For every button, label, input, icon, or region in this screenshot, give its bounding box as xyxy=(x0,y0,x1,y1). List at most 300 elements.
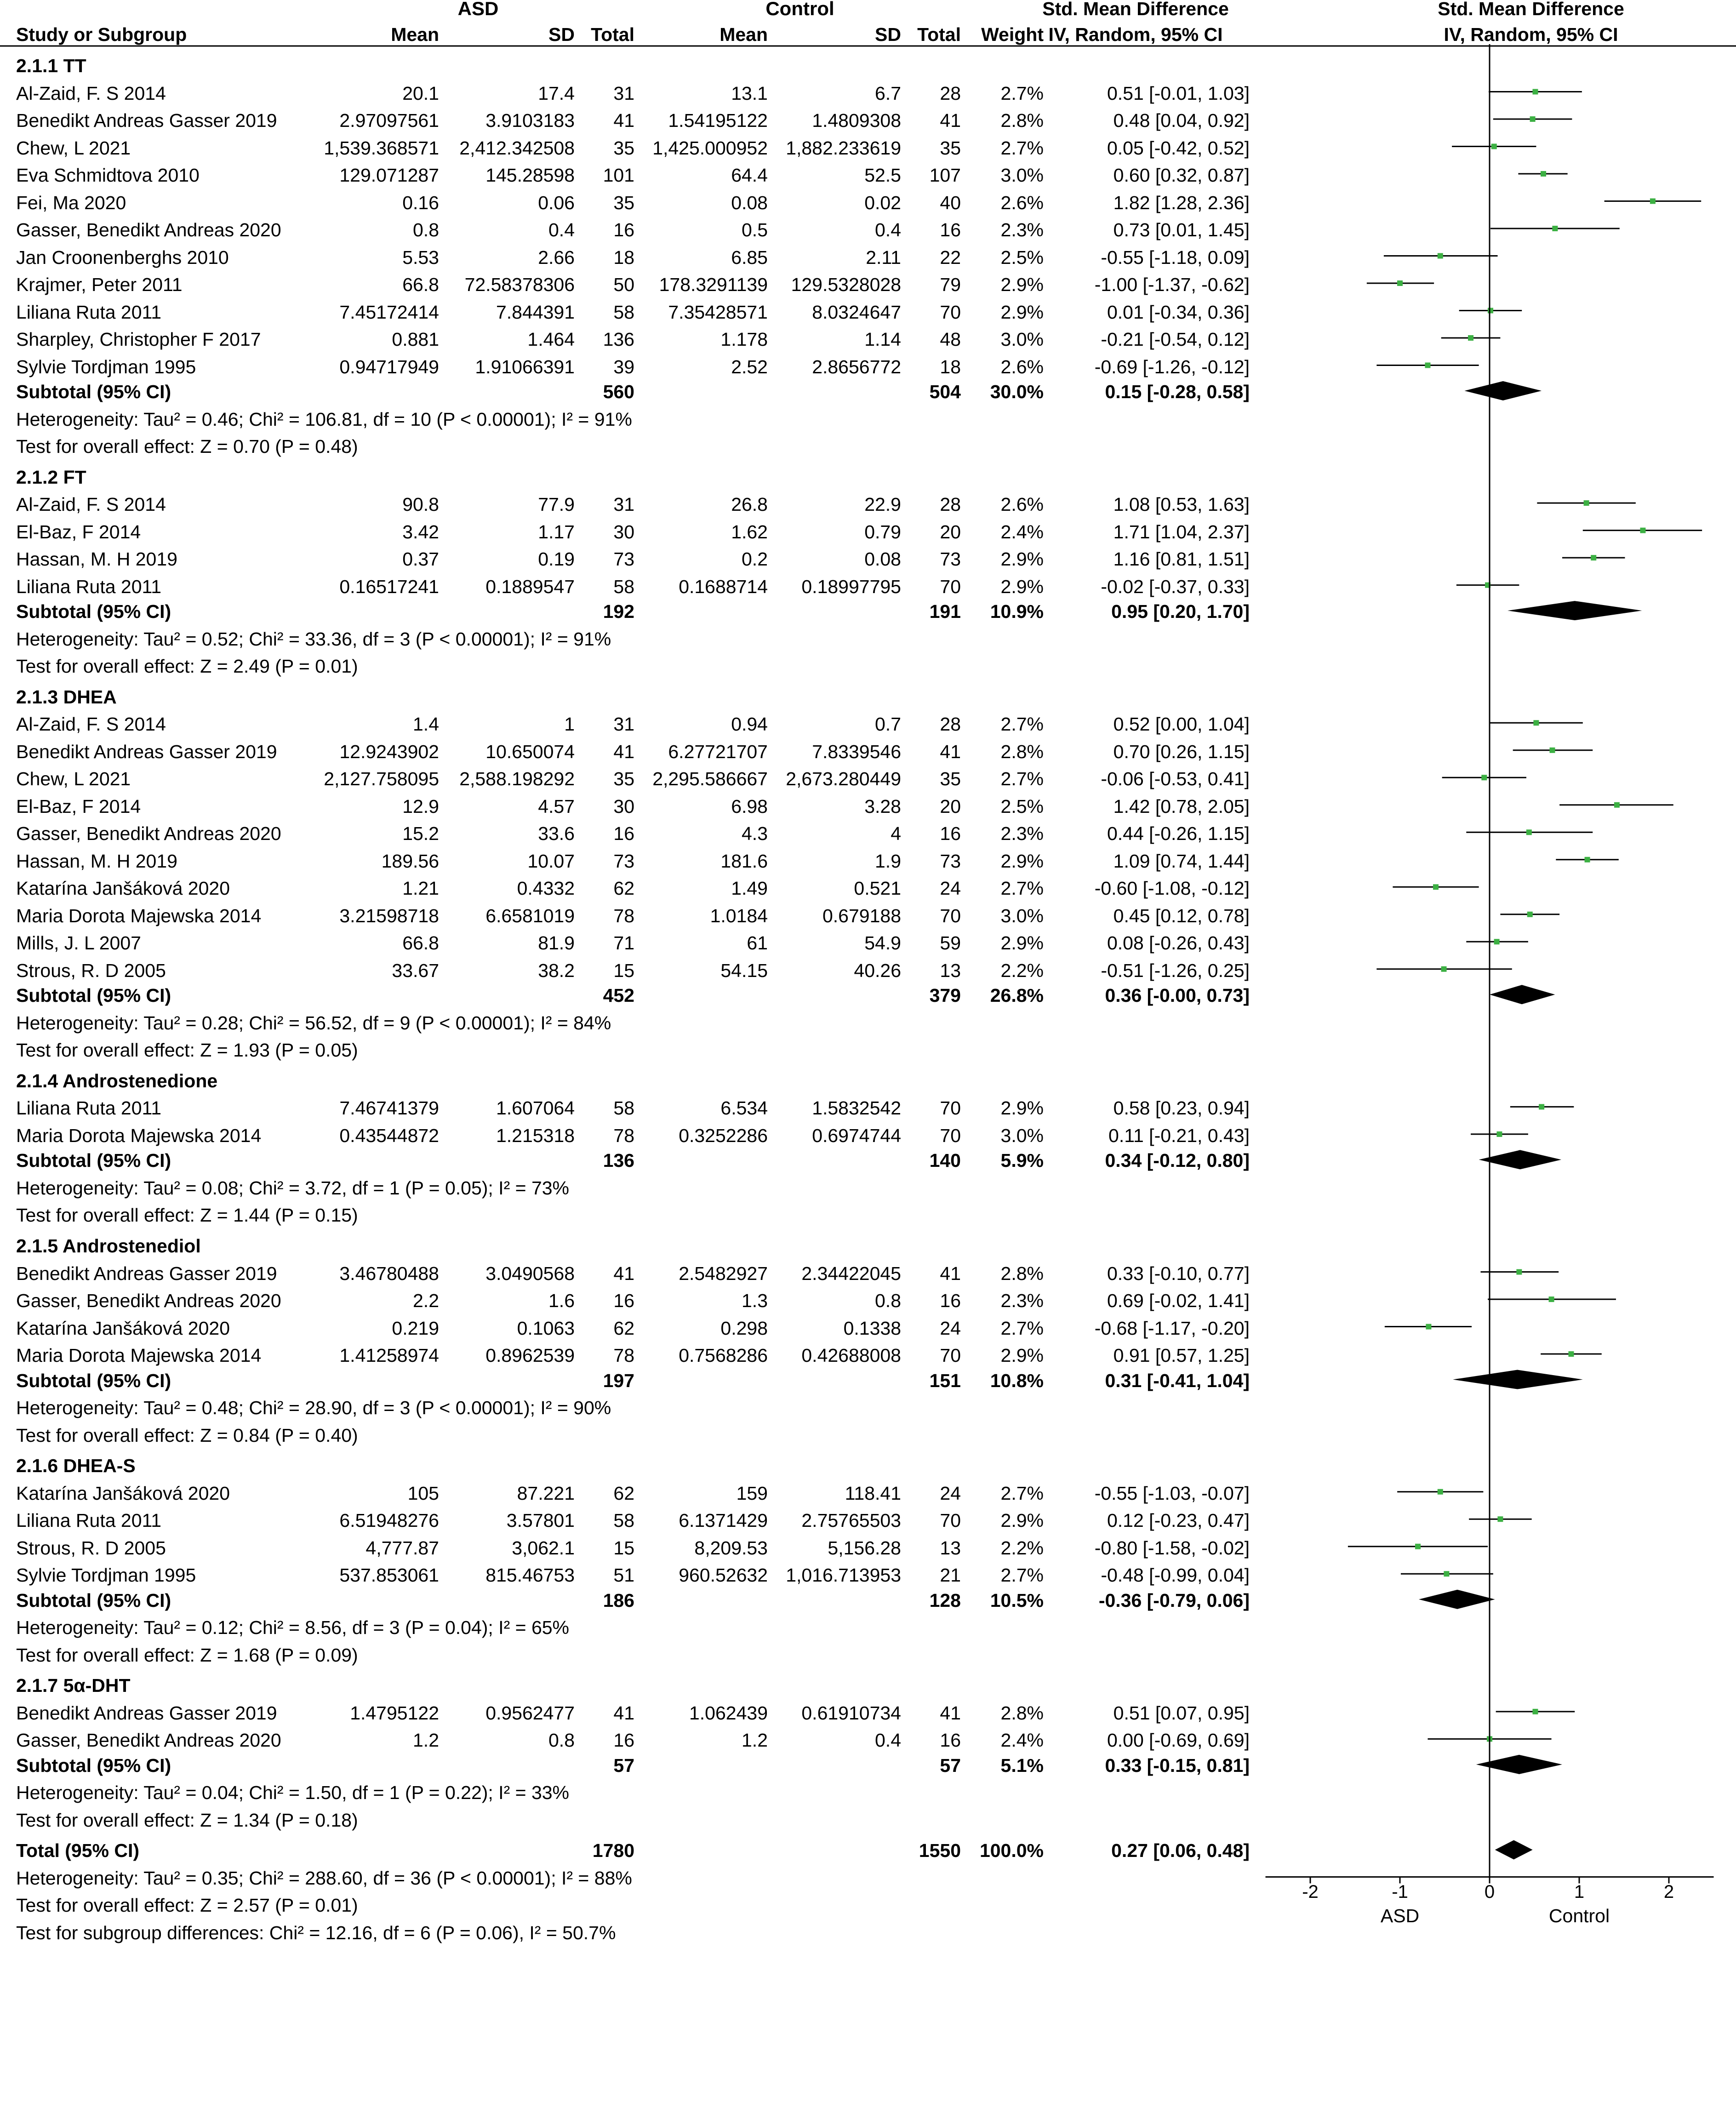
smd-ci-value: 0.33 [-0.10, 0.77] xyxy=(1107,1262,1250,1284)
asd-total-value: 41 xyxy=(613,110,634,131)
footer-text: Heterogeneity: Tau² = 0.35; Chi² = 288.60, df = 36 (P < 0.00001); I² = 88% xyxy=(16,1867,632,1889)
control-sd-value: 1.5832542 xyxy=(812,1097,901,1119)
smd-ci-value: 0.91 [0.57, 1.25] xyxy=(1113,1345,1250,1366)
effect-marker xyxy=(1481,775,1487,780)
effect-marker xyxy=(1640,528,1645,533)
control-mean-value: 8,209.53 xyxy=(694,1537,768,1559)
subtotal-diamond xyxy=(1479,1150,1561,1169)
asd-total-value: 16 xyxy=(613,1730,634,1751)
control-sd-value: 0.18997795 xyxy=(801,576,901,597)
weight-value: 2.3% xyxy=(1000,823,1044,845)
asd-total-value: 15 xyxy=(613,960,634,981)
study-name: Strous, R. D 2005 xyxy=(16,1537,166,1559)
asd-total-value: 30 xyxy=(613,795,634,817)
weight-value: 2.9% xyxy=(1000,274,1044,295)
asd-mean-value: 105 xyxy=(407,1482,439,1504)
subtotal-asd-total: 136 xyxy=(603,1150,634,1171)
control-mean-value: 1.54195122 xyxy=(668,110,768,131)
control-sd-value: 7.8339546 xyxy=(812,741,901,762)
weight-value: 2.4% xyxy=(1000,1730,1044,1751)
asd-sd-value: 0.06 xyxy=(538,192,575,213)
study-name: Maria Dorota Majewska 2014 xyxy=(16,1125,262,1146)
smd-ci-value: -0.68 [-1.17, -0.20] xyxy=(1094,1317,1250,1339)
weight-value: 2.8% xyxy=(1000,1702,1044,1724)
weight-value: 2.9% xyxy=(1000,1345,1044,1366)
asd-sd-value: 1.215318 xyxy=(496,1125,575,1146)
effect-marker xyxy=(1438,253,1443,259)
study-name: Gasser, Benedikt Andreas 2020 xyxy=(16,823,281,845)
control-sd-value: 2,673.280449 xyxy=(786,768,901,790)
asd-sd-value: 815.46753 xyxy=(485,1565,575,1586)
weight-value: 2.4% xyxy=(1000,521,1044,543)
subtotal-label: Subtotal (95% CI) xyxy=(16,1370,171,1391)
control-mean-value: 54.15 xyxy=(720,960,768,981)
asd-mean-value: 0.219 xyxy=(392,1317,439,1339)
control-sd-value: 0.679188 xyxy=(822,905,901,926)
asd-total-header: Total xyxy=(591,24,634,45)
control-mean-value: 1.2 xyxy=(742,1730,768,1751)
asd-total-value: 41 xyxy=(613,741,634,762)
heterogeneity-text: Heterogeneity: Tau² = 0.52; Chi² = 33.36, df = 3 (P < 0.00001); I² = 91% xyxy=(16,628,611,650)
weight-value: 2.7% xyxy=(1000,878,1044,899)
control-total-value: 21 xyxy=(940,1565,961,1586)
effect-marker xyxy=(1425,363,1430,368)
smd-ci-value: -0.21 [-0.54, 0.12] xyxy=(1101,329,1250,350)
smd-ci-value: 1.71 [1.04, 2.37] xyxy=(1113,521,1250,543)
weight-value: 2.7% xyxy=(1000,1482,1044,1504)
smd-plot-title: Std. Mean Difference xyxy=(1438,0,1624,19)
weight-value: 2.9% xyxy=(1000,548,1044,570)
asd-sd-value: 77.9 xyxy=(538,494,575,515)
control-sd-value: 118.41 xyxy=(845,1482,901,1504)
smd-ci-value: -0.48 [-0.99, 0.04] xyxy=(1101,1565,1250,1586)
asd-sd-value: 1.464 xyxy=(527,329,575,350)
weight-value: 2.6% xyxy=(1000,494,1044,515)
control-mean-value: 26.8 xyxy=(731,494,768,515)
weight-value: 2.7% xyxy=(1000,1565,1044,1586)
control-total-value: 70 xyxy=(940,301,961,323)
control-sd-value: 0.1338 xyxy=(843,1317,901,1339)
control-mean-value: 0.5 xyxy=(742,219,768,240)
control-sd-value: 1,882.233619 xyxy=(786,137,901,159)
subtotal-diamond xyxy=(1490,985,1555,1004)
asd-mean-value: 6.51948276 xyxy=(339,1510,439,1531)
asd-total-value: 18 xyxy=(613,246,634,268)
asd-sd-value: 0.4 xyxy=(548,219,575,240)
control-sd-value: 52.5 xyxy=(864,165,901,186)
asd-sd-value: 1.91066391 xyxy=(475,356,575,377)
subtotal-label: Subtotal (95% CI) xyxy=(16,1150,171,1171)
overall-effect-text: Test for overall effect: Z = 1.44 (P = 0.15) xyxy=(16,1205,358,1226)
control-mean-value: 1.3 xyxy=(742,1290,768,1312)
asd-sd-value: 7.844391 xyxy=(496,301,575,323)
asd-mean-value: 5.53 xyxy=(402,246,439,268)
heterogeneity-text: Heterogeneity: Tau² = 0.04; Chi² = 1.50, df = 1 (P = 0.22); I² = 33% xyxy=(16,1782,570,1804)
subtotal-smd-ci: 0.34 [-0.12, 0.80] xyxy=(1105,1150,1250,1171)
control-total-value: 70 xyxy=(940,1510,961,1531)
control-sd-value: 0.521 xyxy=(854,878,901,899)
subtotal-diamond xyxy=(1464,381,1542,400)
control-mean-value: 159 xyxy=(736,1482,768,1504)
asd-mean-value: 3.46780488 xyxy=(339,1262,439,1284)
asd-mean-value: 1.4 xyxy=(413,714,439,735)
effect-marker xyxy=(1568,1351,1574,1357)
weight-value: 3.0% xyxy=(1000,1125,1044,1146)
effect-marker xyxy=(1591,555,1596,560)
asd-total-value: 35 xyxy=(613,192,634,213)
weight-value: 2.5% xyxy=(1000,795,1044,817)
control-total-value: 24 xyxy=(940,1482,961,1504)
study-name: Liliana Ruta 2011 xyxy=(16,1510,162,1531)
weight-value: 2.7% xyxy=(1000,82,1044,104)
asd-sd-value: 6.6581019 xyxy=(485,905,575,926)
control-total-value: 70 xyxy=(940,1345,961,1366)
asd-mean-value: 2,127.758095 xyxy=(324,768,439,790)
heterogeneity-text: Heterogeneity: Tau² = 0.46; Chi² = 106.81, df = 10 (P < 0.00001); I² = 91% xyxy=(16,408,632,430)
study-name: Maria Dorota Majewska 2014 xyxy=(16,905,262,926)
smd-ci-value: 1.08 [0.53, 1.63] xyxy=(1113,494,1250,515)
asd-sd-value: 33.6 xyxy=(538,823,575,845)
weight-header: Weight xyxy=(981,24,1044,45)
total-smd-ci: 0.27 [0.06, 0.48] xyxy=(1111,1840,1250,1862)
control-sd-value: 54.9 xyxy=(864,932,901,954)
control-total-value: 16 xyxy=(940,823,961,845)
smd-plot-subtitle: IV, Random, 95% CI xyxy=(1444,24,1618,45)
control-total-value: 70 xyxy=(940,1125,961,1146)
overall-effect-text: Test for overall effect: Z = 1.93 (P = 0.05) xyxy=(16,1040,358,1061)
subtotal-control-total: 191 xyxy=(929,601,961,623)
asd-mean-header: Mean xyxy=(391,24,439,45)
subtotal-smd-ci: 0.33 [-0.15, 0.81] xyxy=(1105,1754,1250,1776)
control-mean-value: 181.6 xyxy=(720,850,768,872)
heterogeneity-text: Heterogeneity: Tau² = 0.08; Chi² = 3.72, df = 1 (P = 0.05); I² = 73% xyxy=(16,1177,570,1199)
smd-ci-value: 1.42 [0.78, 2.05] xyxy=(1113,795,1250,817)
effect-marker xyxy=(1533,720,1539,725)
asd-total-value: 73 xyxy=(613,548,634,570)
study-name: Benedikt Andreas Gasser 2019 xyxy=(16,1262,277,1284)
asd-mean-value: 0.881 xyxy=(392,329,439,350)
total-control-total: 1550 xyxy=(919,1840,961,1862)
asd-sd-value: 81.9 xyxy=(538,932,575,954)
asd-mean-value: 0.8 xyxy=(413,219,439,240)
study-name: Krajmer, Peter 2011 xyxy=(16,274,183,295)
asd-total-value: 35 xyxy=(613,768,634,790)
smd-ci-value: 0.00 [-0.69, 0.69] xyxy=(1107,1730,1250,1751)
control-sd-value: 1,016.713953 xyxy=(786,1565,901,1586)
asd-mean-value: 2.97097561 xyxy=(339,110,439,131)
asd-sd-value: 3.9103183 xyxy=(485,110,575,131)
asd-mean-value: 189.56 xyxy=(381,850,439,872)
smd-ci-value: -0.69 [-1.26, -0.12] xyxy=(1094,356,1250,377)
smd-ci-value: 0.58 [0.23, 0.94] xyxy=(1113,1097,1250,1119)
control-sd-header: SD xyxy=(875,24,901,45)
subtotal-weight: 10.5% xyxy=(990,1589,1044,1611)
effect-marker xyxy=(1488,308,1493,314)
asd-mean-value: 1.4795122 xyxy=(350,1702,439,1724)
control-total-value: 22 xyxy=(940,246,961,268)
subgroup-title: 2.1.1 TT xyxy=(16,55,86,76)
study-name: Sylvie Tordjman 1995 xyxy=(16,1565,196,1586)
weight-value: 2.9% xyxy=(1000,850,1044,872)
control-total-value: 28 xyxy=(940,714,961,735)
x-tick-label: -2 xyxy=(1302,1882,1319,1902)
effect-marker xyxy=(1539,1104,1544,1109)
asd-sd-value: 1.607064 xyxy=(496,1097,575,1119)
asd-mean-value: 15.2 xyxy=(402,823,439,845)
smd-ci-value: -0.55 [-1.03, -0.07] xyxy=(1094,1482,1250,1504)
control-sd-value: 2.11 xyxy=(866,246,901,268)
control-total-value: 24 xyxy=(940,878,961,899)
asd-sd-value: 38.2 xyxy=(538,960,575,981)
asd-mean-value: 0.16 xyxy=(402,192,439,213)
control-mean-value: 13.1 xyxy=(731,82,768,104)
weight-value: 2.7% xyxy=(1000,768,1044,790)
control-total-value: 13 xyxy=(940,1537,961,1559)
weight-value: 2.6% xyxy=(1000,192,1044,213)
asd-sd-value: 2.66 xyxy=(538,246,575,268)
effect-marker xyxy=(1549,1297,1554,1302)
subgroup-title: 2.1.2 FT xyxy=(16,466,86,488)
overall-effect-text: Test for overall effect: Z = 1.68 (P = 0.09) xyxy=(16,1644,358,1666)
asd-total-value: 58 xyxy=(613,1097,634,1119)
asd-total-value: 62 xyxy=(613,878,634,899)
weight-value: 2.7% xyxy=(1000,137,1044,159)
asd-sd-value: 10.07 xyxy=(527,850,575,872)
asd-total-value: 51 xyxy=(613,1565,634,1586)
asd-sd-value: 0.19 xyxy=(538,548,575,570)
subtotal-label: Subtotal (95% CI) xyxy=(16,1754,171,1776)
subgroup-title: 2.1.7 5α-DHT xyxy=(16,1675,131,1696)
heterogeneity-text: Heterogeneity: Tau² = 0.12; Chi² = 8.56, df = 3 (P = 0.04); I² = 65% xyxy=(16,1617,570,1639)
asd-mean-value: 0.16517241 xyxy=(339,576,439,597)
control-mean-value: 61 xyxy=(747,932,768,954)
control-total-value: 70 xyxy=(940,905,961,926)
subtotal-control-total: 128 xyxy=(929,1589,961,1611)
study-name: Benedikt Andreas Gasser 2019 xyxy=(16,110,277,131)
asd-total-value: 58 xyxy=(613,576,634,597)
weight-value: 2.9% xyxy=(1000,1097,1044,1119)
asd-sd-value: 0.4332 xyxy=(517,878,575,899)
control-group-header: Control xyxy=(765,0,834,19)
x-tick-label: 2 xyxy=(1663,1882,1674,1902)
weight-value: 2.2% xyxy=(1000,960,1044,981)
subtotal-diamond xyxy=(1419,1590,1495,1609)
asd-mean-value: 1,539.368571 xyxy=(324,137,439,159)
control-mean-value: 1.178 xyxy=(720,329,768,350)
smd-ci-value: 0.12 [-0.23, 0.47] xyxy=(1107,1510,1250,1531)
asd-sd-value: 87.221 xyxy=(517,1482,575,1504)
control-sd-value: 1.14 xyxy=(864,329,901,350)
subtotal-label: Subtotal (95% CI) xyxy=(16,381,171,402)
study-name: Liliana Ruta 2011 xyxy=(16,301,162,323)
control-total-header: Total xyxy=(917,24,961,45)
study-name: Sylvie Tordjman 1995 xyxy=(16,356,196,377)
asd-mean-value: 66.8 xyxy=(402,274,439,295)
asd-sd-value: 2,412.342508 xyxy=(459,137,575,159)
effect-marker xyxy=(1494,939,1500,944)
asd-sd-value: 1 xyxy=(564,714,575,735)
effect-marker xyxy=(1444,1571,1449,1576)
smd-ci-value: -0.06 [-0.53, 0.41] xyxy=(1101,768,1250,790)
control-total-value: 70 xyxy=(940,576,961,597)
control-mean-value: 1.0184 xyxy=(710,905,768,926)
study-name: Maria Dorota Majewska 2014 xyxy=(16,1345,262,1366)
effect-marker xyxy=(1552,226,1558,231)
control-mean-value: 6.98 xyxy=(731,795,768,817)
study-name: Katarína Janšáková 2020 xyxy=(16,1317,230,1339)
smd-ci-value: -0.02 [-0.37, 0.33] xyxy=(1101,576,1250,597)
control-total-value: 16 xyxy=(940,1290,961,1312)
control-sd-value: 40.26 xyxy=(854,960,901,981)
control-sd-value: 6.7 xyxy=(875,82,901,104)
control-mean-value: 1.62 xyxy=(731,521,768,543)
control-total-value: 35 xyxy=(940,137,961,159)
subtotal-smd-ci: -0.36 [-0.79, 0.06] xyxy=(1098,1589,1250,1611)
study-name: Chew, L 2021 xyxy=(16,768,131,790)
asd-sd-value: 4.57 xyxy=(538,795,575,817)
asd-total-value: 16 xyxy=(613,219,634,240)
subtotal-weight: 30.0% xyxy=(990,381,1044,402)
control-sd-value: 0.61910734 xyxy=(801,1702,901,1724)
smd-ci-value: 0.69 [-0.02, 1.41] xyxy=(1107,1290,1250,1312)
asd-group-header: ASD xyxy=(457,0,499,19)
control-mean-value: 2,295.586667 xyxy=(652,768,768,790)
asd-total-value: 136 xyxy=(603,329,634,350)
weight-value: 2.7% xyxy=(1000,714,1044,735)
subtotal-weight: 26.8% xyxy=(990,985,1044,1006)
asd-mean-value: 33.67 xyxy=(392,960,439,981)
control-sd-value: 0.6974744 xyxy=(812,1125,901,1146)
effect-marker xyxy=(1530,116,1536,122)
asd-total-value: 78 xyxy=(613,1125,634,1146)
control-total-value: 28 xyxy=(940,82,961,104)
footer-text: Test for subgroup differences: Chi² = 12.16, df = 6 (P = 0.06), I² = 50.7% xyxy=(16,1922,616,1943)
study-name: Al-Zaid, F. S 2014 xyxy=(16,494,166,515)
asd-total-value: 41 xyxy=(613,1702,634,1724)
control-mean-value: 0.08 xyxy=(731,192,768,213)
control-total-value: 16 xyxy=(940,219,961,240)
smd-ci-value: 0.05 [-0.42, 0.52] xyxy=(1107,137,1250,159)
asd-mean-value: 3.21598718 xyxy=(339,905,439,926)
control-total-value: 35 xyxy=(940,768,961,790)
subtotal-control-total: 379 xyxy=(929,985,961,1006)
weight-value: 2.9% xyxy=(1000,301,1044,323)
control-mean-value: 0.7568286 xyxy=(679,1345,768,1366)
asd-mean-value: 1.41258974 xyxy=(339,1345,439,1366)
total-label: Total (95% CI) xyxy=(16,1840,140,1862)
asd-total-value: 16 xyxy=(613,823,634,845)
effect-marker xyxy=(1541,171,1546,177)
weight-value: 2.9% xyxy=(1000,1510,1044,1531)
total-weight: 100.0% xyxy=(979,1840,1044,1862)
total-asd-total: 1780 xyxy=(592,1840,634,1862)
asd-sd-value: 0.8962539 xyxy=(485,1345,575,1366)
effect-marker xyxy=(1441,966,1447,972)
weight-value: 2.3% xyxy=(1000,1290,1044,1312)
control-sd-value: 22.9 xyxy=(864,494,901,515)
weight-value: 2.5% xyxy=(1000,246,1044,268)
subtotal-control-total: 140 xyxy=(929,1150,961,1171)
subgroup-title: 2.1.5 Androstenediol xyxy=(16,1235,201,1257)
control-sd-value: 0.42688008 xyxy=(801,1345,901,1366)
asd-total-value: 71 xyxy=(613,932,634,954)
control-total-value: 41 xyxy=(940,1262,961,1284)
control-sd-value: 1.9 xyxy=(875,850,901,872)
smd-ci-value: 0.70 [0.26, 1.15] xyxy=(1113,741,1250,762)
asd-sd-value: 10.650074 xyxy=(485,741,575,762)
control-mean-value: 0.94 xyxy=(731,714,768,735)
footer-text: Test for overall effect: Z = 2.57 (P = 0.01) xyxy=(16,1895,358,1916)
control-mean-value: 0.298 xyxy=(720,1317,768,1339)
subtotal-label: Subtotal (95% CI) xyxy=(16,1589,171,1611)
subtotal-weight: 5.1% xyxy=(1000,1754,1044,1776)
control-mean-value: 2.52 xyxy=(731,356,768,377)
study-name: Gasser, Benedikt Andreas 2020 xyxy=(16,1730,281,1751)
subtotal-weight: 10.9% xyxy=(990,601,1044,623)
control-mean-value: 6.85 xyxy=(731,246,768,268)
control-total-value: 40 xyxy=(940,192,961,213)
asd-total-value: 58 xyxy=(613,301,634,323)
asd-total-value: 41 xyxy=(613,1262,634,1284)
weight-value: 2.8% xyxy=(1000,1262,1044,1284)
effect-marker xyxy=(1438,1489,1443,1495)
asd-sd-value: 3.57801 xyxy=(506,1510,575,1531)
asd-mean-value: 2.2 xyxy=(413,1290,439,1312)
control-sd-value: 129.5328028 xyxy=(791,274,901,295)
asd-total-value: 16 xyxy=(613,1290,634,1312)
asd-sd-value: 0.1063 xyxy=(517,1317,575,1339)
study-column-header: Study or Subgroup xyxy=(16,24,187,45)
study-name: Strous, R. D 2005 xyxy=(16,960,166,981)
study-name: Benedikt Andreas Gasser 2019 xyxy=(16,1702,277,1724)
study-name: Gasser, Benedikt Andreas 2020 xyxy=(16,1290,281,1312)
x-tick-label: -1 xyxy=(1392,1882,1408,1902)
asd-mean-value: 129.071287 xyxy=(339,165,439,186)
subtotal-asd-total: 452 xyxy=(603,985,634,1006)
control-total-value: 18 xyxy=(940,356,961,377)
effect-marker xyxy=(1426,1324,1431,1330)
control-mean-value: 7.35428571 xyxy=(668,301,768,323)
study-name: Al-Zaid, F. S 2014 xyxy=(16,714,166,735)
control-total-value: 16 xyxy=(940,1730,961,1751)
smd-ci-value: 1.09 [0.74, 1.44] xyxy=(1113,850,1250,872)
subtotal-weight: 5.9% xyxy=(1000,1150,1044,1171)
control-sd-value: 0.08 xyxy=(864,548,901,570)
asd-total-value: 39 xyxy=(613,356,634,377)
asd-sd-value: 17.4 xyxy=(538,82,575,104)
effect-marker xyxy=(1496,1131,1502,1137)
control-mean-value: 0.3252286 xyxy=(679,1125,768,1146)
subtotal-asd-total: 186 xyxy=(603,1589,634,1611)
subtotal-asd-total: 560 xyxy=(603,381,634,402)
weight-value: 3.0% xyxy=(1000,165,1044,186)
smd-ci-value: 0.08 [-0.26, 0.43] xyxy=(1107,932,1250,954)
effect-marker xyxy=(1584,500,1589,506)
asd-mean-value: 12.9243902 xyxy=(339,741,439,762)
asd-total-value: 78 xyxy=(613,905,634,926)
control-mean-value: 6.27721707 xyxy=(668,741,768,762)
heterogeneity-text: Heterogeneity: Tau² = 0.48; Chi² = 28.90, df = 3 (P < 0.00001); I² = 90% xyxy=(16,1397,611,1419)
effect-marker xyxy=(1532,89,1538,95)
asd-mean-value: 3.42 xyxy=(402,521,439,543)
subtotal-smd-ci: 0.36 [-0.00, 0.73] xyxy=(1105,985,1250,1006)
control-mean-value: 4.3 xyxy=(742,823,768,845)
effect-marker xyxy=(1585,857,1590,862)
asd-sd-value: 1.6 xyxy=(548,1290,575,1312)
asd-total-value: 62 xyxy=(613,1482,634,1504)
control-sd-value: 2.8656772 xyxy=(812,356,901,377)
control-total-value: 59 xyxy=(940,932,961,954)
